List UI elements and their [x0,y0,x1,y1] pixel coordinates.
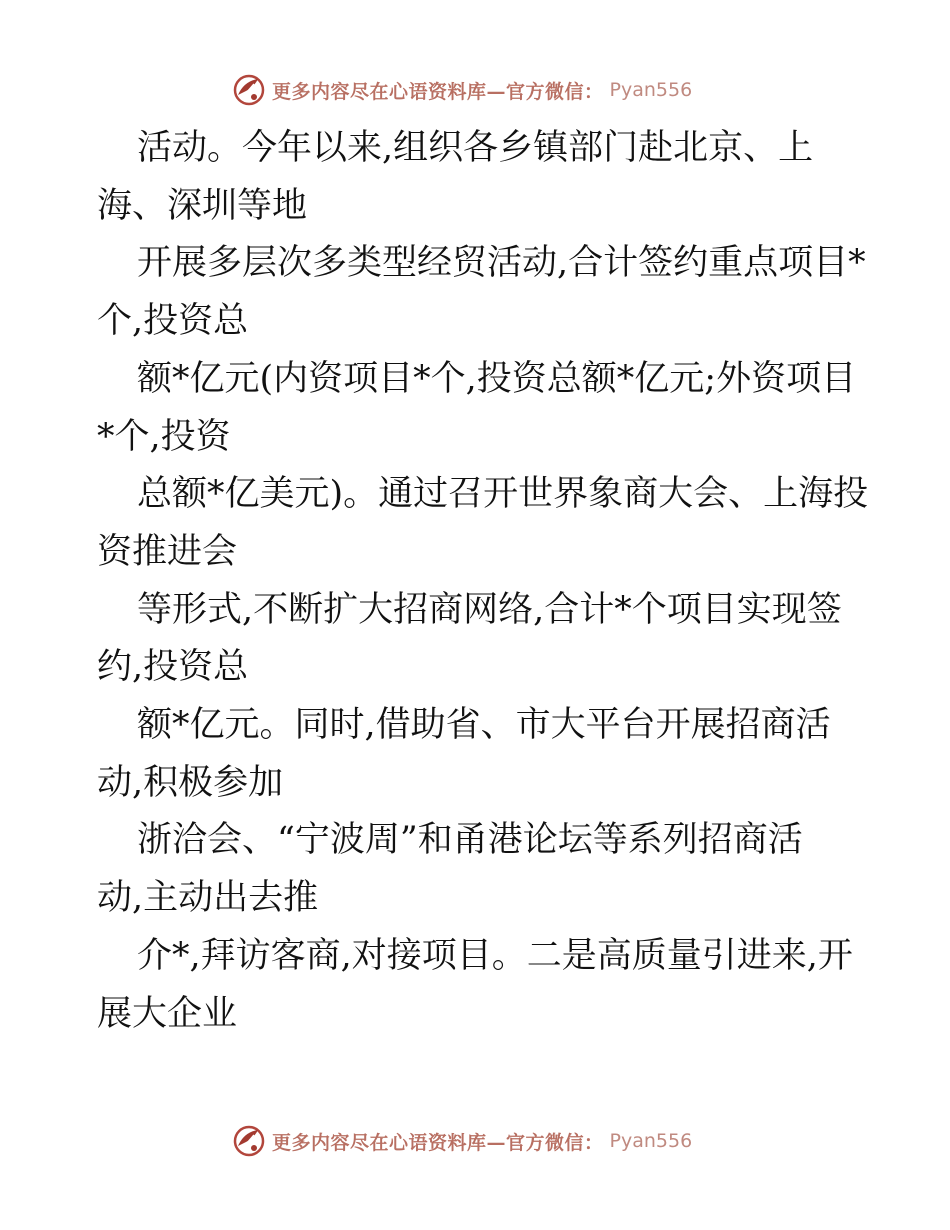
body-line: 展大企业 [97,993,238,1034]
body-line: 动,主动出去推 [97,878,319,919]
body-line: 约,投资总 [97,647,249,688]
pen-nib-logo-icon [232,73,266,107]
watermark-text: 更多内容尽在心语资料库—官方微信： [272,1131,604,1154]
body-line: 浙洽会、“宁波周”和甬港论坛等系列招商活 [137,820,803,861]
body-line: 资推进会 [97,531,238,572]
pen-nib-logo-icon [232,1124,266,1158]
footer-watermark [232,1123,692,1159]
header-watermark [232,72,692,108]
body-line: 开展多层次多类型经贸活动,合计签约重点项目* [137,243,866,284]
body-line: 额*亿元(内资项目*个,投资总额*亿元;外资项目 [137,358,857,399]
watermark-text: 更多内容尽在心语资料库—官方微信： [272,80,604,103]
watermark-account: Pyan556 [609,1130,693,1152]
body-line: 活动。今年以来,组织各乡镇部门赴北京、上 [137,128,814,168]
watermark-account: Pyan556 [609,79,693,101]
body-line: 总额*亿美元)。通过召开世界象商大会、上海投 [137,474,869,515]
body-line: 动,积极参加 [97,762,284,803]
body-line: *个,投资 [97,416,231,457]
document-body [97,120,869,1043]
body-line: 个,投资总 [97,301,249,342]
body-line: 海、深圳等地 [97,185,308,226]
body-line: 等形式,不断扩大招商网络,合计*个项目实现签 [137,589,842,630]
body-line: 额*亿元。同时,借助省、市大平台开展招商活 [137,705,831,746]
body-line: 介*,拜访客商,对接项目。二是高质量引进来,开 [137,935,853,976]
